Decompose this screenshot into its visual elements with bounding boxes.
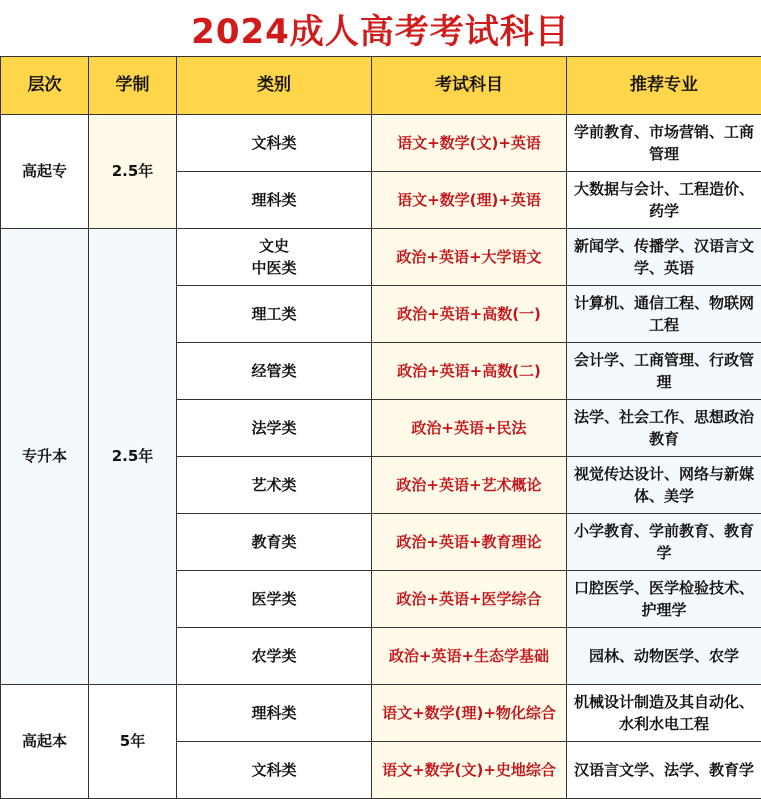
category-cell: 教育类	[177, 514, 372, 571]
category-cell: 理工类	[177, 286, 372, 343]
category-cell: 农学类	[177, 628, 372, 685]
table-row	[1, 229, 761, 286]
category-cell: 理科类	[177, 685, 372, 742]
subjects-cell: 政治+英语+生态学基础	[372, 628, 567, 685]
subjects-cell: 政治+英语+医学综合	[372, 571, 567, 628]
subjects-cell: 语文+数学(文)+史地综合	[372, 742, 567, 799]
duration-cell: 2.5年	[89, 115, 177, 229]
majors-cell: 小学教育、学前教育、教育学	[567, 514, 761, 571]
level-cell: 高起本	[1, 685, 89, 799]
majors-cell: 法学、社会工作、思想政治教育	[567, 400, 761, 457]
header-majors: 推荐专业	[567, 57, 761, 115]
table-row	[1, 115, 761, 172]
category-cell: 经管类	[177, 343, 372, 400]
subjects-cell: 政治+英语+高数(二)	[372, 343, 567, 400]
majors-cell: 汉语言文学、法学、教育学	[567, 742, 761, 799]
category-cell: 文科类	[177, 115, 372, 172]
majors-cell: 视觉传达设计、网络与新媒体、美学	[567, 457, 761, 514]
majors-cell: 大数据与会计、工程造价、药学	[567, 172, 761, 229]
subjects-cell: 政治+英语+艺术概论	[372, 457, 567, 514]
table-header-row	[1, 57, 761, 115]
duration-cell: 2.5年	[89, 229, 177, 685]
category-cell: 文科类	[177, 742, 372, 799]
majors-cell: 新闻学、传播学、汉语言文学、英语	[567, 229, 761, 286]
subjects-cell: 语文+数学(理)+物化综合	[372, 685, 567, 742]
majors-cell: 计算机、通信工程、物联网工程	[567, 286, 761, 343]
table-row	[1, 685, 761, 742]
header-subjects: 考试科目	[372, 57, 567, 115]
subjects-cell: 语文+数学(理)+英语	[372, 172, 567, 229]
category-cell: 文史 中医类	[177, 229, 372, 286]
majors-cell: 会计学、工商管理、行政管理	[567, 343, 761, 400]
page-title: 2024成人高考考试科目	[191, 11, 570, 52]
category-cell: 医学类	[177, 571, 372, 628]
category-cell: 艺术类	[177, 457, 372, 514]
subjects-cell: 政治+英语+教育理论	[372, 514, 567, 571]
subjects-cell: 政治+英语+民法	[372, 400, 567, 457]
header-category: 类别	[177, 57, 372, 115]
majors-cell: 口腔医学、医学检验技术、护理学	[567, 571, 761, 628]
header-level: 层次	[1, 57, 89, 115]
header-duration: 学制	[89, 57, 177, 115]
subjects-cell: 政治+英语+高数(一)	[372, 286, 567, 343]
subjects-cell: 政治+英语+大学语文	[372, 229, 567, 286]
majors-cell: 园林、动物医学、农学	[567, 628, 761, 685]
category-cell: 理科类	[177, 172, 372, 229]
exam-subjects-table	[0, 56, 761, 799]
majors-cell: 学前教育、市场营销、工商管理	[567, 115, 761, 172]
majors-cell: 机械设计制造及其自动化、水利水电工程	[567, 685, 761, 742]
level-cell: 专升本	[1, 229, 89, 685]
level-cell: 高起专	[1, 115, 89, 229]
duration-cell: 5年	[89, 685, 177, 799]
subjects-cell: 语文+数学(文)+英语	[372, 115, 567, 172]
category-cell: 法学类	[177, 400, 372, 457]
